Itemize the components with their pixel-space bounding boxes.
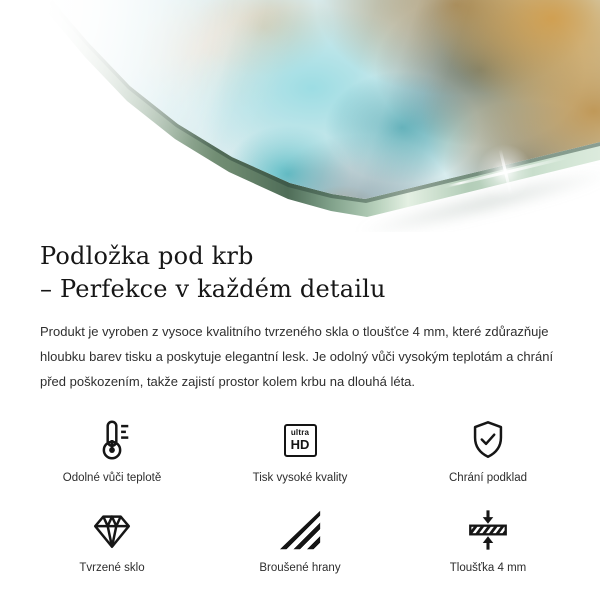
- ultra-hd-icon: [284, 416, 317, 464]
- feature-label: Tisk vysoké kvality: [252, 472, 348, 484]
- page-title-line1: Podložka pod krb: [40, 242, 254, 270]
- ultra-hd-badge-bottom: HD: [290, 437, 310, 452]
- feature-item-brushed-edges: [206, 506, 394, 574]
- thermometer-icon: [89, 416, 135, 464]
- feature-label: Broušené hrany: [259, 562, 341, 574]
- diamond-icon: [89, 506, 135, 554]
- feature-item-print-quality: [206, 416, 394, 484]
- feature-label: Tvrzené sklo: [79, 562, 145, 574]
- feature-item-tempered-glass: [18, 506, 206, 574]
- feature-label: Tloušťka 4 mm: [449, 562, 527, 574]
- feature-item-thickness: [394, 506, 582, 574]
- feature-item-protects-surface: [394, 416, 582, 484]
- brushed-edges-icon: [279, 506, 321, 554]
- feature-label: Chrání podklad: [449, 472, 527, 484]
- ultra-hd-badge-top: ultra: [290, 428, 310, 437]
- thickness-icon: [465, 506, 511, 554]
- page-title-line2: – Perfekce v každém detailu: [40, 275, 386, 303]
- feature-label: Odolné vůči teplotě: [62, 472, 162, 484]
- product-info-section: [0, 232, 600, 394]
- product-description: Produkt je vyroben z vysoce kvalitního tvrzeného skla o tloušťce 4 mm, které zdůrazňuje hloubku barev tisku a poskytuje elegantní lesk. Je odolný vůči vysokým teplotám a chrání před poškozením, takže zajistí prostor kolem krbu na dlouhá léta.: [40, 324, 554, 389]
- page-title: [40, 240, 560, 306]
- feature-item-heat-resistant: [18, 416, 206, 484]
- shield-check-icon: [465, 416, 511, 464]
- product-glass-photo: [0, 0, 600, 232]
- feature-grid: [18, 416, 582, 574]
